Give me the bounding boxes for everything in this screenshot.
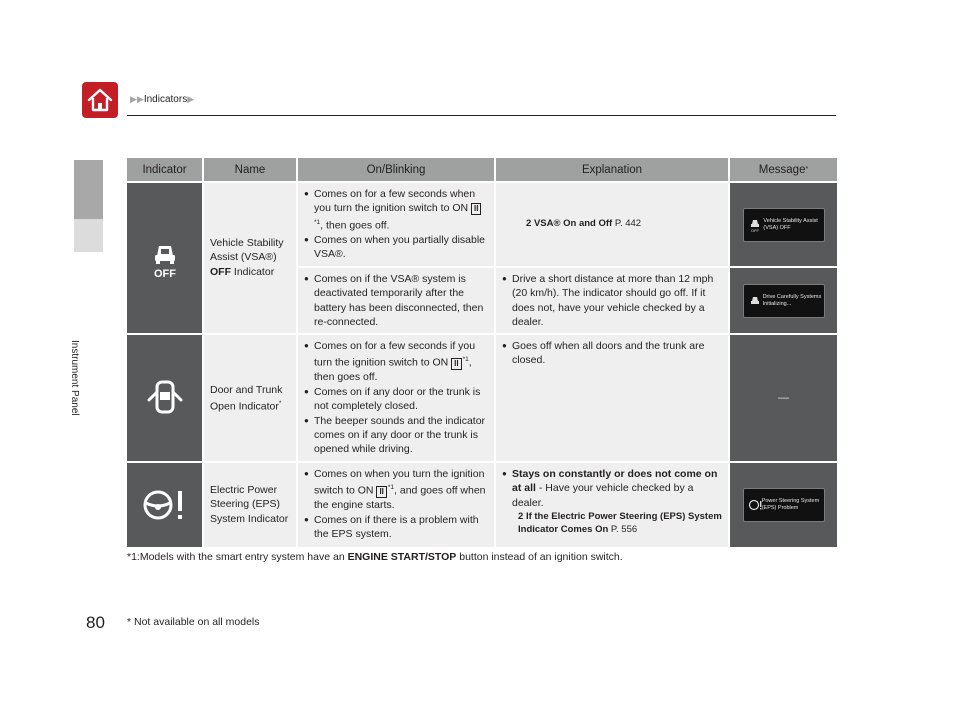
side-tab-inactive — [74, 219, 103, 252]
message-header-label: Message — [758, 163, 806, 176]
col-header-on-blinking: On/Blinking — [298, 158, 494, 181]
vsa-small-icon — [749, 218, 761, 232]
eps-indicator-icon — [140, 485, 190, 525]
door-on-item-3: ● The beeper sounds and the indicator comes on if any door or the trunk is opened while driving. — [304, 414, 490, 457]
ignition-footnote: *1:Models with the smart entry system have an ENGINE START/STOP button instead of an ignition switch. — [127, 551, 623, 563]
vsa-name-line2: Assist (VSA®) — [210, 251, 277, 264]
vsa-small-icon-2 — [749, 295, 761, 307]
door-message-dash: — — [778, 392, 789, 404]
reference-arrow-icon-2: 2 — [518, 511, 524, 523]
door-on-blinking — [298, 335, 494, 461]
door-name-cell — [204, 335, 296, 461]
eps-message-cell — [730, 463, 837, 547]
door-message-cell — [730, 335, 837, 461]
vsa-explanation-1 — [496, 183, 728, 266]
eps-explanation — [496, 463, 728, 547]
ignition-key-icon: II — [471, 203, 481, 215]
col-header-name: Name — [204, 158, 296, 181]
col-header-message — [730, 158, 837, 181]
vsa-name-line3 — [210, 265, 284, 279]
door-explanation — [496, 335, 728, 461]
eps-name-cell — [204, 463, 296, 547]
vsa-init-message-display: Drive Carefully Systems Initializing... — [743, 284, 825, 318]
eps-name-line3: System Indicator — [210, 512, 289, 525]
vsa-name-line1: Vehicle Stability — [210, 237, 284, 249]
vsa-message-cell-1 — [730, 183, 837, 266]
breadcrumb-trail-arrow: ▶ — [187, 94, 195, 104]
vsa-name-cell — [204, 183, 296, 333]
vsa-on-off-reference[interactable]: 2 VSA® On and Off P. 442 — [526, 218, 642, 229]
door-on-item-1: ● Comes on for a few seconds if you turn the ignition switch to ON II $^{*1}$, then goes off. — [304, 339, 490, 385]
reference-arrow-icon: 2 — [526, 218, 532, 229]
vsa-on-item-3: ● Comes on if the VSA® system is deactivated temporarily after the battery has been disconnected, then re-connected. — [304, 272, 490, 330]
eps-small-icon — [748, 499, 762, 511]
vsa-explanation-2 — [496, 268, 728, 333]
vsa-on-item-1: ● Comes on for a few seconds when you turn the ignition switch to ON II$^{*1}$, then goes off. — [304, 187, 490, 233]
availability-note: * Not available on all models — [127, 616, 260, 628]
eps-message-display: Power Steering System (EPS) Problem — [743, 488, 825, 522]
section-label: Instrument Panel — [69, 340, 80, 416]
door-exp-item-1: ● Goes off when all doors and the trunk are closed. — [502, 339, 724, 368]
ignition-key-icon-2: II — [451, 358, 461, 370]
vsa-name-indicator: Indicator — [231, 265, 275, 278]
door-open-indicator-icon — [145, 378, 185, 418]
door-on-item-2: ● Comes on if any door or the trunk is not completely closed. — [304, 385, 490, 414]
breadcrumb-arrows: ▶▶ — [130, 94, 144, 104]
vsa-on-item-2: ● Comes on when you partially disable VSA®. — [304, 233, 490, 262]
eps-on-item-1: ● Comes on when you turn the ignition switch to ON II $^{*1}$, and goes off when the engine starts. — [304, 467, 490, 513]
header-rule — [127, 115, 836, 116]
svg-text:OFF: OFF — [751, 227, 760, 232]
eps-icon-cell — [127, 463, 202, 547]
vsa-icon-cell — [127, 183, 202, 333]
eps-name-line1: Electric Power — [210, 484, 278, 496]
message-header-note: * — [805, 166, 809, 173]
vsa-off-indicator-icon — [145, 236, 185, 280]
col-header-indicator: Indicator — [127, 158, 202, 181]
vsa-message-cell-2 — [730, 268, 837, 333]
breadcrumb-label[interactable]: Indicators — [143, 94, 188, 105]
door-name-line2: Open Indicator* — [210, 400, 282, 413]
eps-name-line2: Steering (EPS) — [210, 498, 281, 511]
eps-exp-item-1: ● Stays on constantly or does not come on at all - Have your vehicle checked by a dealer. — [502, 467, 724, 510]
col-header-explanation: Explanation — [496, 158, 728, 181]
breadcrumb — [130, 94, 194, 105]
eps-on-blinking — [298, 463, 494, 547]
vsa-name-off: OFF — [210, 265, 231, 278]
door-name-line1: Door and Trunk — [210, 384, 283, 396]
eps-reference[interactable]: 2 If the Electric Power Steering (EPS) System Indicator Comes On P. 556 — [518, 511, 722, 536]
side-tab-active — [74, 160, 103, 219]
vsa-off-message-display: OFF Vehicle Stability Assist (VSA) OFF — [743, 208, 825, 242]
door-icon-cell — [127, 335, 202, 461]
vsa-on-blinking-1 — [298, 183, 494, 266]
page-number: 80 — [86, 613, 105, 632]
vsa-on-blinking-2 — [298, 268, 494, 333]
eps-on-item-2: ● Comes on if there is a problem with the EPS system. — [304, 513, 490, 542]
svg-text:OFF: OFF — [153, 268, 176, 280]
ignition-key-icon-3: II — [376, 486, 386, 498]
home-icon[interactable] — [82, 82, 118, 118]
vsa-exp-item-1: ● Drive a short distance at more than 12 mph (20 km/h). The indicator should go off. If it does not, have your vehicle checked by a dealer. — [502, 272, 724, 330]
